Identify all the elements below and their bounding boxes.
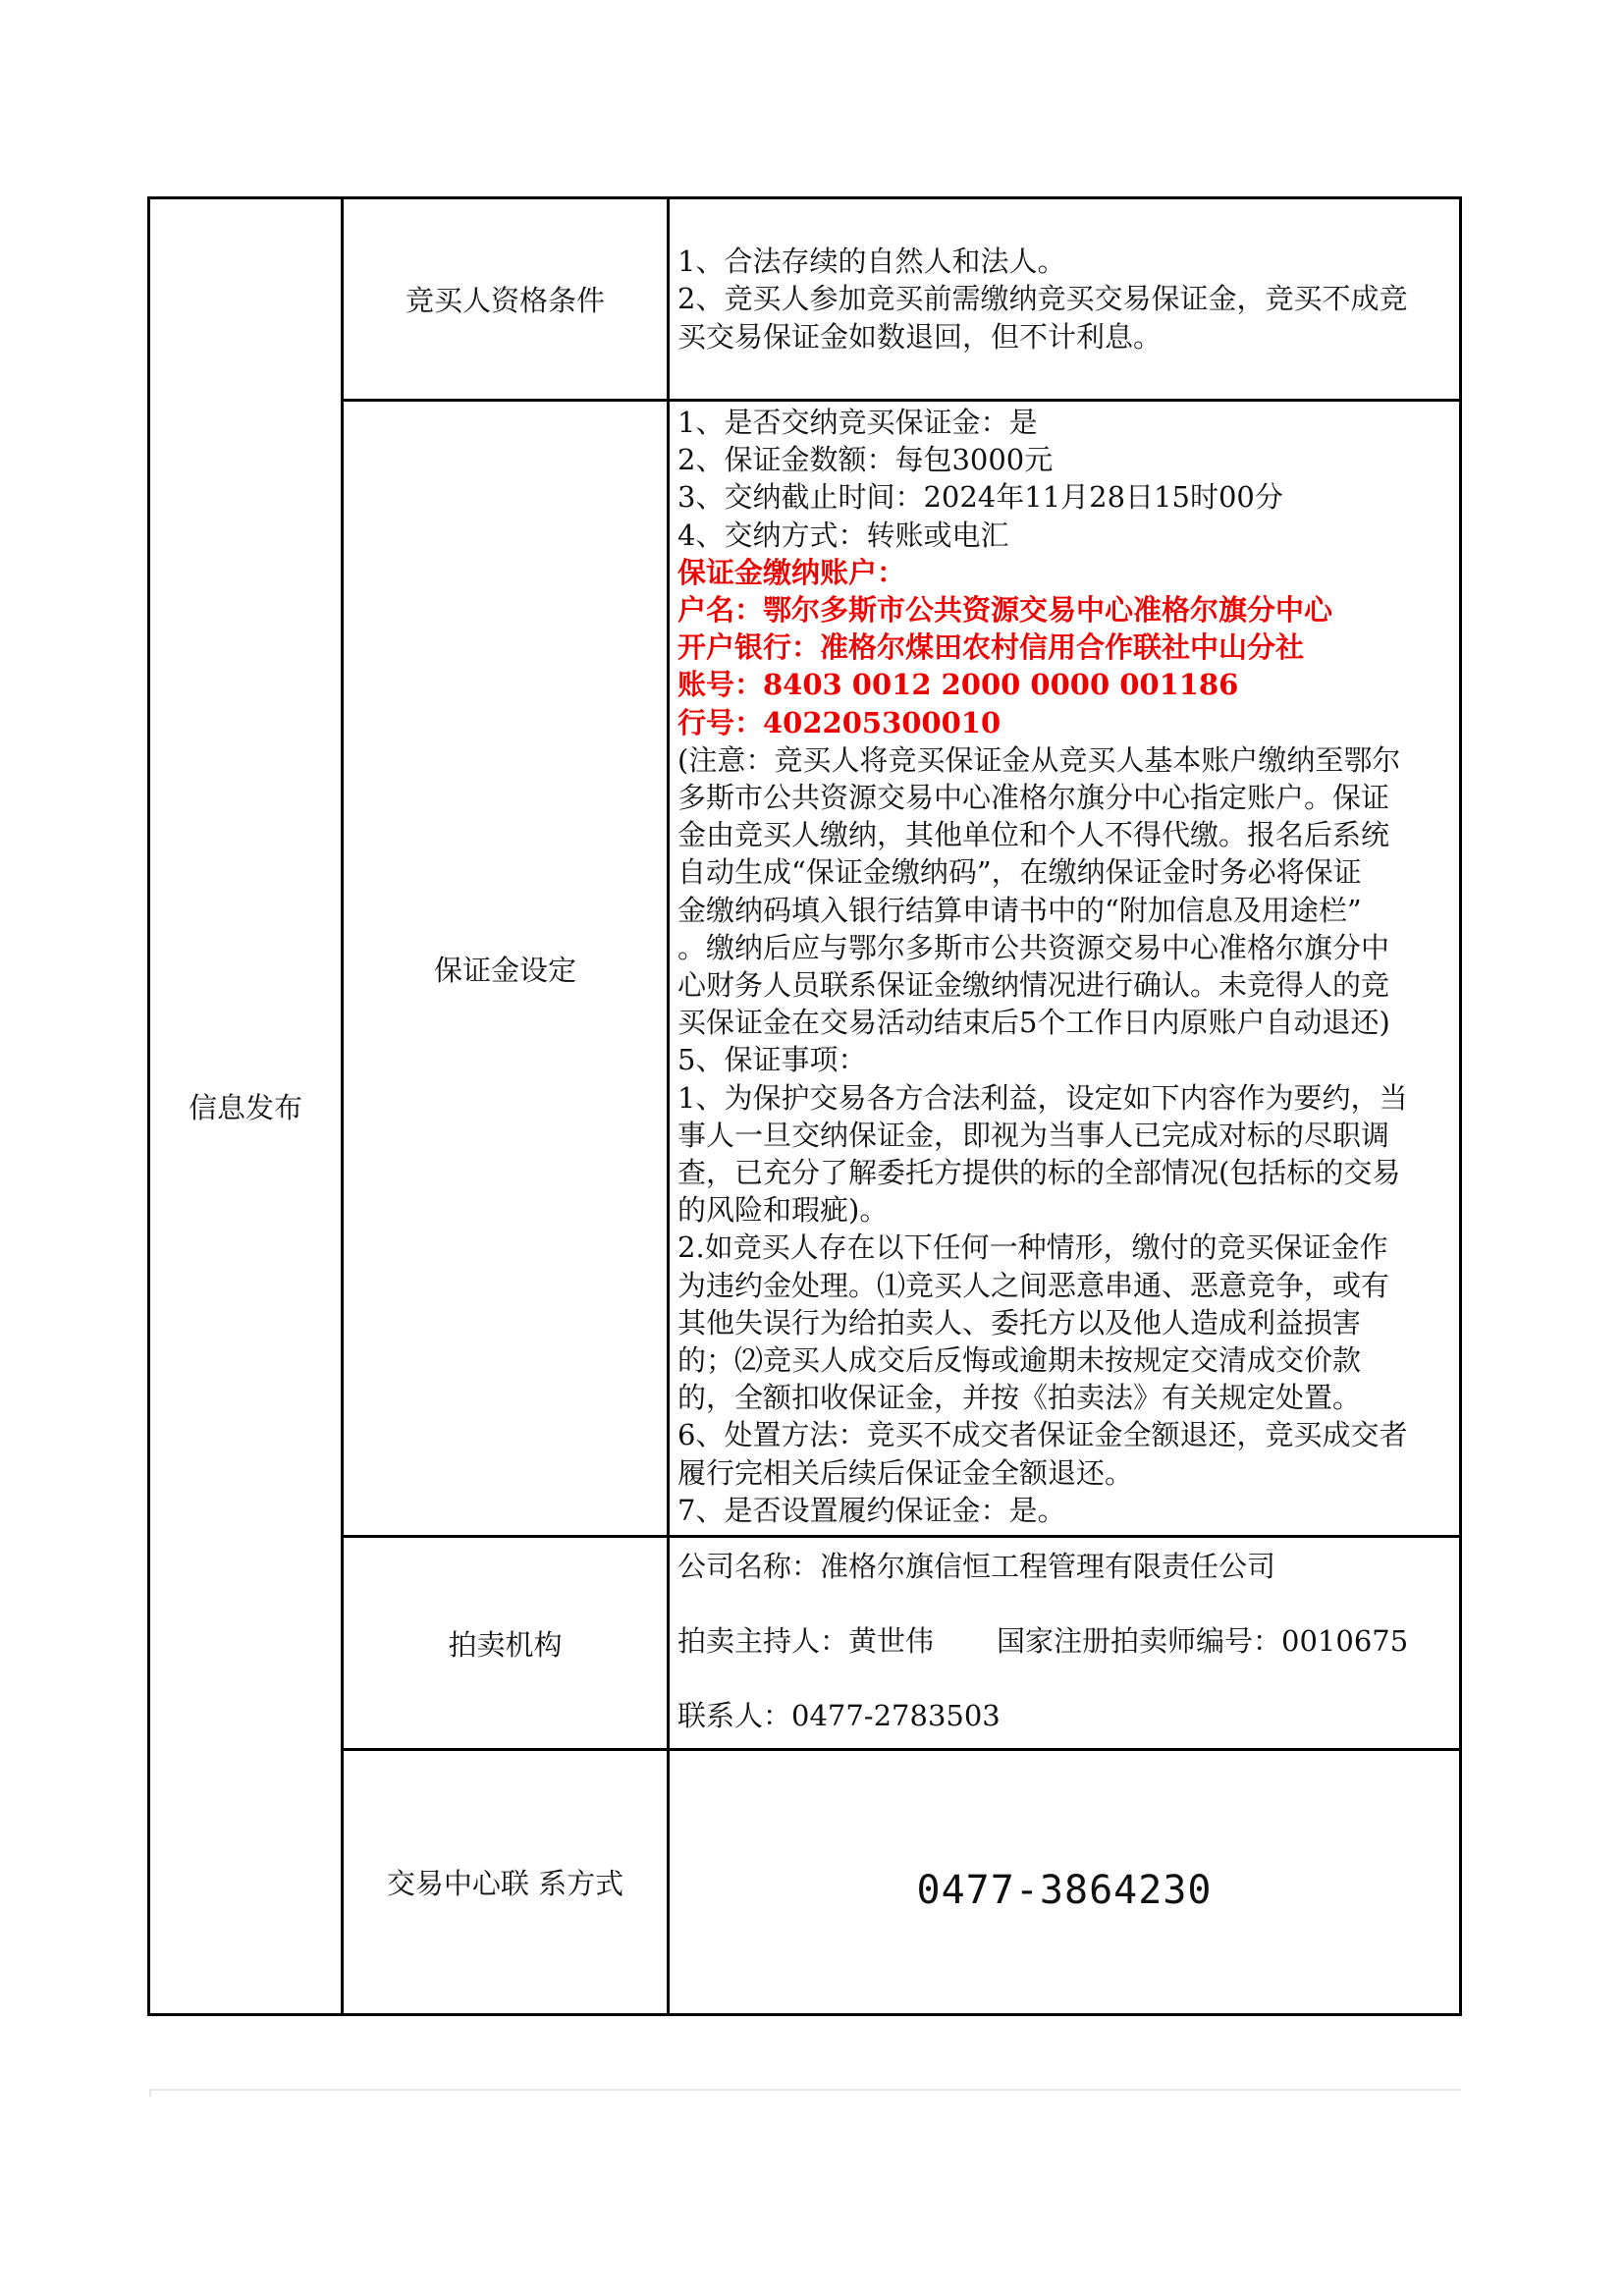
footer-divider-tick [149, 2089, 151, 2097]
center-phone-cell [669, 1750, 1461, 2015]
auction-host: 拍卖主持人：黄世伟 [677, 1624, 935, 1658]
deposit-note-line: 金由竞买人缴纳，其他单位和个人不得代缴。报名后系统 [677, 818, 1390, 852]
guarantee-line: 的；⑵竞买人成交后反悔或逾期未按规定交清成交价款 [677, 1343, 1362, 1378]
center-label: 交易中心联 系方式 [386, 1867, 624, 1900]
deposit-intro-line: 4、交纳方式：转账或电汇 [677, 518, 1009, 552]
auction-company: 公司名称：准格尔旗信恒工程管理有限责任公司 [677, 1550, 1276, 1583]
account-heading: 保证金缴纳账户： [677, 555, 906, 589]
qualification-line: 2、竞买人参加竞买前需缴纳竞买交易保证金，竞买不成竞 [677, 282, 1408, 316]
row-auction [149, 1537, 1461, 1750]
deposit-note-line: 自动生成“保证金缴纳码”，在缴纳保证金时务必将保证 [677, 855, 1362, 890]
deposit-note-line: 金缴纳码填入银行结算申请书中的“附加信息及用途栏” [677, 893, 1362, 927]
account-bank: 开户银行：准格尔煤田农村信用合作联社中山分社 [677, 630, 1305, 665]
auction-host-line [677, 1622, 1449, 1660]
guarantee-line: 事人一旦交纳保证金，即视为当事人已完成对标的尽职调 [677, 1118, 1390, 1152]
deposit-intro-line: 2、保证金数额：每包3000元 [677, 443, 1054, 477]
qualification-line: 买交易保证金如数退回，但不计利息。 [677, 319, 1163, 354]
row-qualification [149, 198, 1461, 401]
deposit-intro-line: 1、是否交纳竞买保证金：是 [677, 406, 1038, 439]
guarantee-line: 查，已充分了解委托方提供的标的全部情况(包括标的交易 [677, 1156, 1401, 1190]
auction-license: 国家注册拍卖师编号：0010675 [997, 1624, 1409, 1658]
deposit-content [669, 401, 1461, 1537]
center-phone: 0477-3864230 [916, 1867, 1213, 1913]
account-bank-code: 行号：402205300010 [677, 705, 1001, 739]
qualification-content [669, 198, 1461, 401]
deposit-note-line: 买保证金在交易活动结束后5个工作日内原账户自动退还) [677, 1006, 1390, 1040]
guarantee-line: 5、保证事项： [677, 1043, 867, 1077]
deposit-intro-line: 3、交纳截止时间：2024年11月28日15时00分 [677, 480, 1283, 515]
deposit-note-line: 多斯市公共资源交易中心准格尔旗分中心指定账户。保证 [677, 781, 1390, 815]
guarantee-line: 其他失误行为给拍卖人、委托方以及他人造成利益损害 [677, 1305, 1362, 1339]
row-deposit [149, 401, 1461, 1537]
guarantee-line: 6、处置方法：竞买不成交者保证金全额退还，竞买成交者 [677, 1418, 1408, 1452]
footer-divider [149, 2089, 1461, 2091]
deposit-note-line: (注意：竞买人将竞买保证金从竞买人基本账户缴纳至鄂尔 [677, 742, 1401, 777]
deposit-label-cell [343, 401, 669, 1537]
deposit-note-line: 心财务人员联系保证金缴纳情况进行确认。未竞得人的竞 [677, 968, 1390, 1003]
guarantee-line: 7、是否设置履约保证金：是。 [677, 1493, 1066, 1527]
account-number: 账号：8403 0012 2000 0000 001186 [677, 668, 1239, 702]
guarantee-line: 的，全额扣收保证金，并按《拍卖法》有关规定处置。 [677, 1381, 1362, 1415]
guarantee-line: 2.如竞买人存在以下任何一种情形，缴付的竞买保证金作 [677, 1230, 1388, 1265]
category-label: 信息发布 [188, 1091, 302, 1124]
auction-label: 拍卖机构 [448, 1627, 563, 1662]
deposit-label: 保证金设定 [433, 953, 576, 987]
qualification-line: 1、合法存续的自然人和法人。 [677, 245, 1066, 279]
auction-contact: 联系人：0477-2783503 [677, 1699, 1001, 1732]
category-cell [149, 198, 343, 2015]
guarantee-line: 1、为保护交易各方合法利益，设定如下内容作为要约，当 [677, 1080, 1408, 1115]
guarantee-line: 履行完相关后续后保证金全额退还。 [677, 1455, 1134, 1490]
row-center-contact [149, 1750, 1461, 2015]
qualification-label: 竞买人资格条件 [405, 284, 605, 317]
guarantee-line: 的风险和瑕疵)。 [677, 1193, 889, 1228]
info-table [147, 196, 1462, 2016]
guarantee-line: 为违约金处理。⑴竞买人之间恶意串通、恶意竞争，或有 [677, 1268, 1390, 1302]
qualification-label-cell [343, 198, 669, 401]
deposit-note-line: 。缴纳后应与鄂尔多斯市公共资源交易中心准格尔旗分中 [677, 930, 1390, 964]
account-name: 户名：鄂尔多斯市公共资源交易中心准格尔旗分中心 [677, 593, 1333, 628]
auction-label-cell [343, 1537, 669, 1750]
center-label-cell [343, 1750, 669, 2015]
auction-content [669, 1537, 1461, 1750]
